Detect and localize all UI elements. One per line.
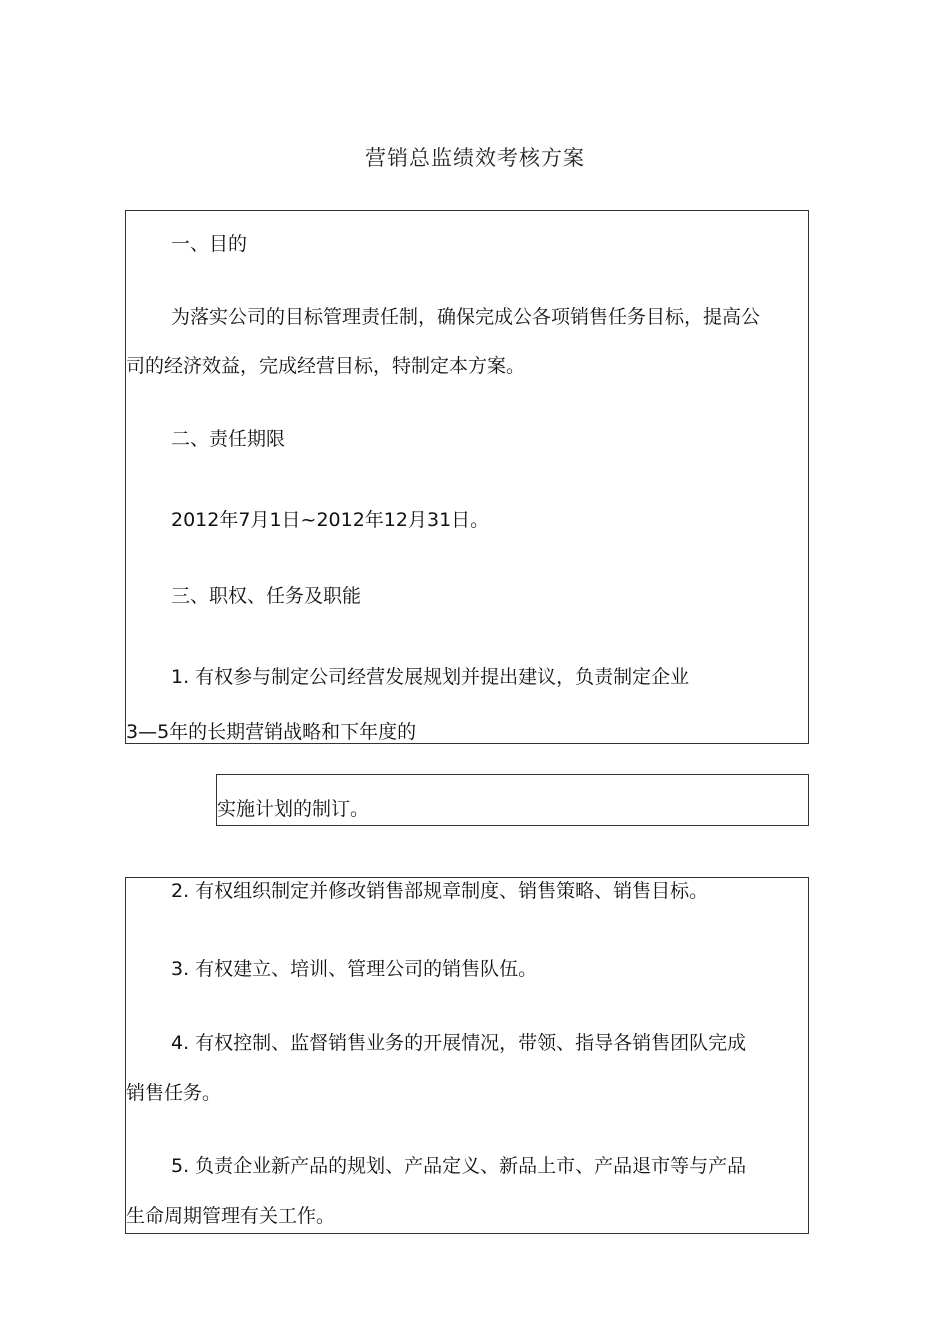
heading-purpose: 一、目的	[171, 233, 248, 255]
heading-responsibility-period: 二、责任期限	[171, 428, 286, 450]
period-text: 2012年7月1日~2012年12月31日。	[171, 509, 490, 531]
item-2: 2. 有权组织制定并修改销售部规章制度、销售策略、销售目标。	[171, 880, 709, 902]
purpose-text-line-1: 为落实公司的目标管理责任制，确保完成公各项销售任务目标，提高公	[171, 306, 761, 328]
item-3: 3. 有权建立、培训、管理公司的销售队伍。	[171, 958, 538, 980]
purpose-text-line-2: 司的经济效益，完成经营目标，特制定本方案。	[126, 355, 526, 377]
item-5-line-1: 5. 负责企业新产品的规划、产品定义、新品上市、产品退市等与产品	[171, 1155, 747, 1177]
heading-authority-tasks: 三、职权、任务及职能	[171, 585, 362, 607]
item-1-line-1: 1. 有权参与制定公司经营发展规划并提出建议，负责制定企业	[171, 666, 690, 688]
item-1-line-2: 3—5年的长期营销战略和下年度的	[126, 721, 417, 743]
section-box-1	[125, 210, 809, 744]
item-4-line-1: 4. 有权控制、监督销售业务的开展情况，带领、指导各销售团队完成	[171, 1032, 747, 1054]
item-4-line-2: 销售任务。	[126, 1082, 222, 1104]
item-1-continuation: 实施计划的制订。	[217, 798, 370, 820]
section-box-3	[125, 877, 809, 1234]
document-title: 营销总监绩效考核方案	[365, 146, 585, 170]
item-5-line-2: 生命周期管理有关工作。	[126, 1205, 336, 1227]
